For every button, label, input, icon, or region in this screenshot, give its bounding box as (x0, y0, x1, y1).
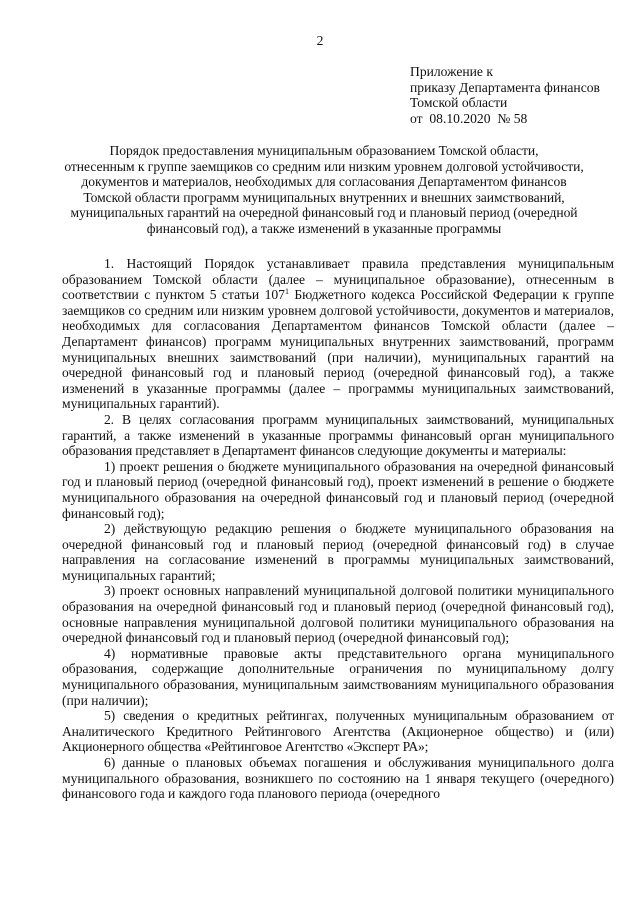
document-body (62, 256, 614, 802)
list-item-6: 6) данные о плановых объемах погашения и обслуживания муниципального долга муниципального образования, возникшего по состоянию на 1 января текущего (очередного) финансового года и каждого года планового периода (очередного (62, 755, 614, 802)
title-line: финансовый год), а также изменений в указанные программы (146, 220, 502, 236)
appendix-line: Приложение к (410, 64, 493, 79)
title-line: отнесенным к группе заемщиков со средним или низким уровнем долговой устойчивости, (64, 158, 584, 174)
title-line: Порядок предоставления муниципальным образованием Томской области, (109, 143, 539, 158)
list-item-1: 1) проект решения о бюджете муниципального образования на очередной финансовый год и плановый период (очередной финансовый год), проект изменений в решение о бюджете муниципального образования на очередной финансовый год и плановый период (очередной финансовый год); (62, 458, 614, 521)
paragraph-1-text-a: 1. Настоящий Порядок устанавливает правила представления муниципальным образованием Томской области (далее – муниципальное образование), отнесенным в соответствии с пунктом 5 статьи 107 (62, 256, 614, 303)
list-item-5: 5) сведения о кредитных рейтингах, полученных муниципальным образованием от Аналитического Кредитного Рейтингового Агентства (Акционерное общество) и (или) Акционерного общества «Рейтинговое Агентство «Эксперт РА»; (62, 708, 614, 755)
title-line: муниципальных гарантий на очередной финансовый год и плановый период (очередной (70, 205, 578, 221)
appendix-header (410, 64, 640, 126)
page-number: 2 (316, 33, 324, 48)
document-title (52, 143, 596, 237)
list-item-2: 2) действующую редакцию решения о бюджете муниципального образования на очередной финансовый год и плановый период (очередной финансовый год) в случае направления на согласование изменений в программы муниципальных заимствований, муниципальных гарантий; (62, 521, 614, 583)
paragraph-1 (62, 256, 614, 412)
appendix-line: Томской области (410, 95, 508, 111)
list-item-4: 4) нормативные правовые акты представительного органа муниципального образования, содержащие дополнительные ограничения по муниципальному долгу муниципального образования, муниципальным заимствованиям муниципального образования (при наличии); (62, 645, 614, 708)
appendix-line: приказу Департамента финансов (410, 79, 600, 95)
title-line: документов и материалов, необходимых для согласования Департаментом финансов (81, 174, 567, 190)
paragraph-1-text-b: Бюджетного кодекса Российской Федерации к группе заемщиков со средним или низким уровнем долговой устойчивости, документов и материалов, необходимых для согласования Департаментом финансов Томской области (далее – Департамент финансов) программ муниципальных внутренних заимствований, программ муниципальных внешних заимствований (при наличии), муниципальных гарантий на очередной финансовый год и плановый период (очередной финансовый год), а также изменений в указанные программы (далее – программы муниципальных заимствований, муниципальных гарантий). (62, 287, 615, 412)
appendix-date-number: от 08.10.2020 № 58 (410, 110, 528, 126)
paragraph-2: 2. В целях согласования программ муниципальных заимствований, муниципальных гарантий, а также изменений в указанные программы финансовый орган муниципального образования представляет в Департамент финансов следующие документы и материалы: (62, 411, 614, 459)
list-item-3: 3) проект основных направлений муниципальной долговой политики муниципального образования на очередной финансовый год и плановый период (очередной финансовый год), основные направления муниципальной долговой политики муниципального образования на очередной финансовый год и плановый период (очередной финансовый год); (62, 583, 614, 646)
article-superscript: 1 (284, 287, 289, 297)
title-line: Томской области программ муниципальных внутренних и внешних заимствований, (83, 189, 565, 205)
